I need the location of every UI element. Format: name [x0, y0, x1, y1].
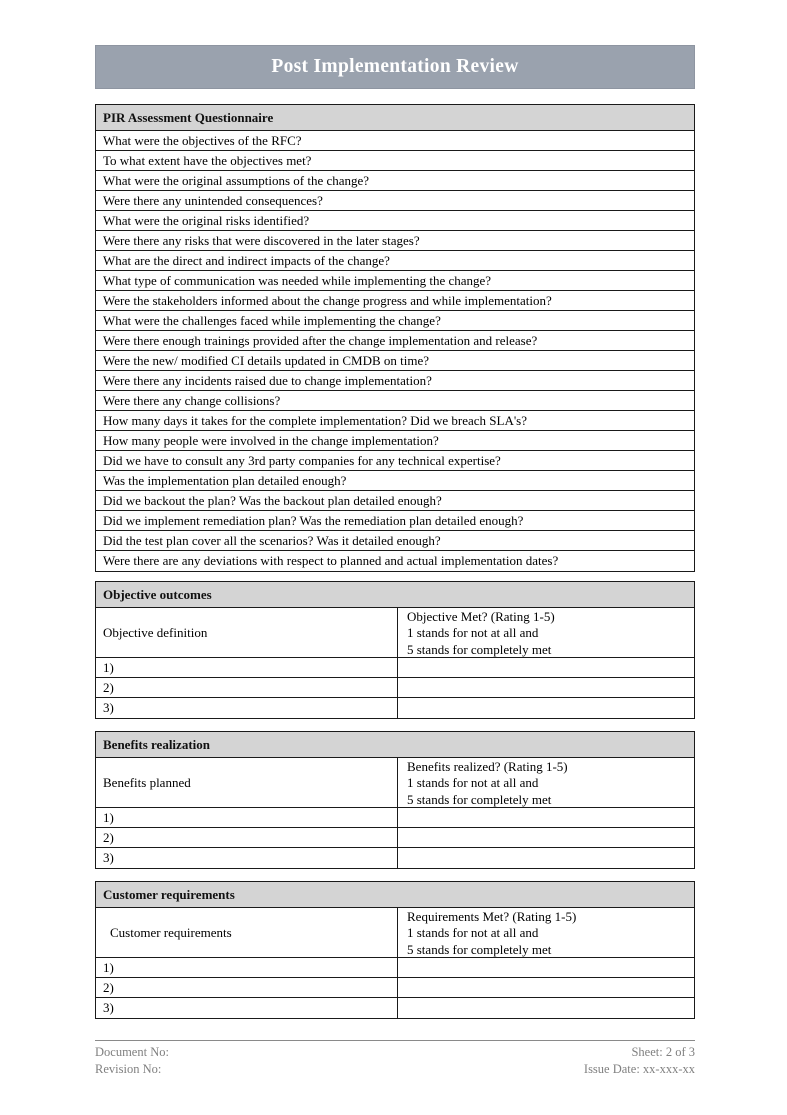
row-number-cell[interactable]: 2)	[96, 678, 398, 697]
questionnaire-row: Did we implement remediation plan? Was the remediation plan detailed enough?	[96, 511, 694, 531]
questionnaire-row: Were there any incidents raised due to change implementation?	[96, 371, 694, 391]
customer-requirements-header-row	[96, 908, 694, 958]
questionnaire-row: What were the original assumptions of the change?	[96, 171, 694, 191]
questionnaire-section-title: PIR Assessment Questionnaire	[103, 109, 274, 125]
objective-outcomes-table	[95, 581, 695, 719]
objective-outcomes-left-header: Objective definition	[96, 608, 398, 657]
customer-requirements-table	[95, 881, 695, 1019]
row-number-cell[interactable]: 2)	[96, 978, 398, 997]
questionnaire-row: Was the implementation plan detailed enough?	[96, 471, 694, 491]
customer-requirements-right-header	[398, 908, 694, 957]
row-number-cell[interactable]: 3)	[96, 998, 398, 1018]
objective-outcomes-rating-line-2: 1 stands for not at all and	[407, 625, 539, 641]
questionnaire-row: What were the objectives of the RFC?	[96, 131, 694, 151]
questionnaire-row: What type of communication was needed while implementing the change?	[96, 271, 694, 291]
questionnaire-section-header	[96, 105, 694, 131]
benefits-realization-rating-line-3: 5 stands for completely met	[407, 791, 552, 807]
questionnaire-row: Did the test plan cover all the scenarios? Was it detailed enough?	[96, 531, 694, 551]
page-title-bar	[95, 45, 695, 89]
questionnaire-row: How many people were involved in the change implementation?	[96, 431, 694, 451]
questionnaire-row: Were there any risks that were discovered in the later stages?	[96, 231, 694, 251]
benefits-realization-left-header: Benefits planned	[96, 758, 398, 807]
row-number-cell[interactable]: 1)	[96, 958, 398, 977]
row-number-cell[interactable]: 2)	[96, 828, 398, 847]
row-number-cell[interactable]: 1)	[96, 808, 398, 827]
row-rating-cell[interactable]	[398, 958, 694, 977]
questionnaire-row: What were the original risks identified?	[96, 211, 694, 231]
benefits-realization-section-header	[96, 732, 694, 758]
footer-line-2	[95, 1061, 695, 1078]
page-footer	[95, 1040, 695, 1078]
row-rating-cell[interactable]	[398, 698, 694, 718]
row-rating-cell[interactable]	[398, 658, 694, 677]
sheet-label: Sheet: 2 of 3	[631, 1045, 695, 1059]
questionnaire-row: What are the direct and indirect impacts of the change?	[96, 251, 694, 271]
questionnaire-row: What were the challenges faced while implementing the change?	[96, 311, 694, 331]
customer-requirements-rating-line-1: Requirements Met? (Rating 1-5)	[407, 908, 577, 924]
row-number-cell[interactable]: 3)	[96, 698, 398, 718]
table-row	[96, 978, 694, 998]
issue-date-label: Issue Date: xx-xxx-xx	[583, 1062, 695, 1076]
row-number-cell[interactable]: 3)	[96, 848, 398, 868]
questionnaire-row: To what extent have the objectives met?	[96, 151, 694, 171]
questionnaire-row: Were there any unintended consequences?	[96, 191, 694, 211]
benefits-realization-header-row	[96, 758, 694, 808]
row-rating-cell[interactable]	[398, 848, 694, 868]
footer-line-1	[95, 1044, 695, 1061]
objective-outcomes-rating-line-3: 5 stands for completely met	[407, 641, 552, 657]
benefits-realization-table	[95, 731, 695, 869]
customer-requirements-left-header: Customer requirements	[96, 908, 398, 957]
row-rating-cell[interactable]	[398, 978, 694, 997]
benefits-realization-section-title: Benefits realization	[103, 736, 210, 752]
objective-outcomes-section-header	[96, 582, 694, 608]
customer-requirements-section-header	[96, 882, 694, 908]
table-row	[96, 958, 694, 978]
revision-no-label: Revision No:	[95, 1062, 162, 1076]
benefits-realization-rating-line-1: Benefits realized? (Rating 1-5)	[407, 758, 568, 774]
table-row	[96, 828, 694, 848]
row-rating-cell[interactable]	[398, 998, 694, 1018]
table-row	[96, 698, 694, 718]
questionnaire-row: Did we have to consult any 3rd party companies for any technical expertise?	[96, 451, 694, 471]
questionnaire-row: Were there enough trainings provided after the change implementation and release?	[96, 331, 694, 351]
benefits-realization-rating-line-2: 1 stands for not at all and	[407, 775, 539, 791]
questionnaire-row: Did we backout the plan? Was the backout plan detailed enough?	[96, 491, 694, 511]
customer-requirements-section-title: Customer requirements	[103, 886, 235, 902]
row-rating-cell[interactable]	[398, 808, 694, 827]
customer-requirements-rating-line-3: 5 stands for completely met	[407, 941, 552, 957]
table-row	[96, 998, 694, 1018]
customer-requirements-rating-line-2: 1 stands for not at all and	[407, 925, 539, 941]
objective-outcomes-section-title: Objective outcomes	[103, 586, 212, 602]
questionnaire-row: Were there are any deviations with respect to planned and actual implementation dates?	[103, 553, 559, 568]
table-row	[96, 678, 694, 698]
questionnaire-row: Were the new/ modified CI details updated in CMDB on time?	[96, 351, 694, 371]
questionnaire-row: How many days it takes for the complete implementation? Did we breach SLA's?	[96, 411, 694, 431]
questionnaire-row: Were the stakeholders informed about the change progress and while implementation?	[96, 291, 694, 311]
document-no-label: Document No:	[95, 1045, 169, 1059]
questionnaire-row: Were there any change collisions?	[96, 391, 694, 411]
table-row	[96, 848, 694, 868]
row-rating-cell[interactable]	[398, 828, 694, 847]
benefits-realization-right-header	[398, 758, 694, 807]
objective-outcomes-right-header	[398, 608, 694, 657]
table-row	[96, 808, 694, 828]
pir-assessment-questionnaire-table	[95, 104, 695, 572]
row-rating-cell[interactable]	[398, 678, 694, 697]
page-title: Post Implementation Review	[271, 56, 519, 77]
table-row	[96, 658, 694, 678]
objective-outcomes-header-row	[96, 608, 694, 658]
objective-outcomes-rating-line-1: Objective Met? (Rating 1-5)	[407, 608, 555, 624]
row-number-cell[interactable]: 1)	[96, 658, 398, 677]
